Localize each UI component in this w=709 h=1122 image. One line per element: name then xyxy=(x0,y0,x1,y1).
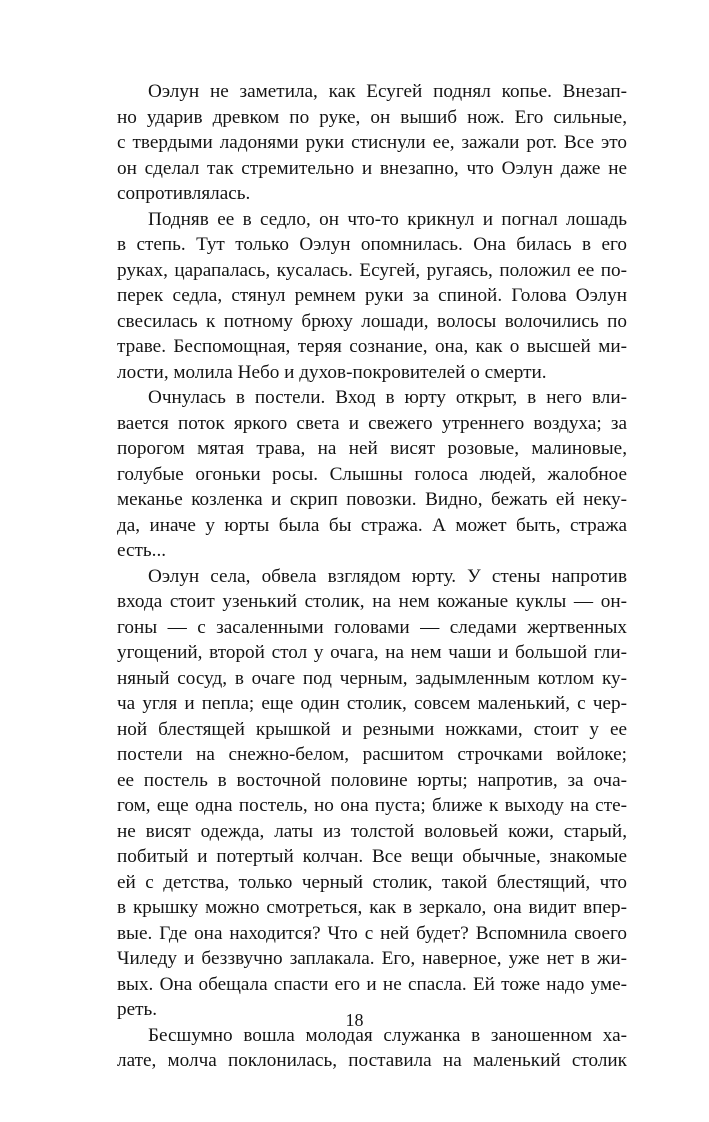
text-line: Чиледу и беззвучно заплакала. Его, наверное, уже нет в жи- xyxy=(117,948,627,969)
text-line: свесилась к потному брюху лошади, волосы волочились по xyxy=(117,310,627,332)
text-line: лости, молила Небо и духов-покровителей о смерти. xyxy=(117,361,547,383)
text-line: вые. Где она находится? Что с ней будет? Вспомнила своего xyxy=(117,922,627,944)
text-line: няный сосуд, в очаге под черным, задымленным котлом ку- xyxy=(117,667,627,689)
text-line: есть... xyxy=(117,540,167,561)
text-line: Оэлун не заметила, как Есугей поднял копье. Внезап- xyxy=(148,81,627,102)
text-line: голубые огоньки росы. Слышны голоса людей, жалобное xyxy=(117,463,627,485)
text-line: порогом мятая трава, на ней висят розовые, малиновые, xyxy=(117,438,627,459)
text-line: ее постель в восточной половине юрты; напротив, за оча- xyxy=(117,769,627,791)
text-line: входа стоит узенький столик, на нем кожаные куклы — он- xyxy=(117,591,627,612)
text-line: траве. Беспомощная, теряя сознание, она, как о высшей ми- xyxy=(117,336,627,357)
text-line: сопротивлялась. xyxy=(117,183,251,204)
text-line: в степь. Тут только Оэлун опомнилась. Она билась в его xyxy=(117,234,627,255)
text-line: Бесшумно вошла молодая служанка в заношенном ха- xyxy=(148,1024,627,1046)
text-line: реть. xyxy=(117,999,158,1020)
text-line: ей с детства, только черный столик, такой блестящий, что xyxy=(117,871,627,893)
text-line: в крышку можно смотреться, как в зеркало, она видит впер- xyxy=(117,897,627,918)
text-line: Очнулась в постели. Вход в юрту открыт, в него вли- xyxy=(148,387,627,408)
text-line: он сделал так стремительно и внезапно, что Оэлун даже не xyxy=(117,157,627,179)
body-text xyxy=(117,79,627,1074)
text-line: меканье козленка и скрип повозки. Видно, бежать ей неку- xyxy=(117,489,627,510)
text-line: угощений, второй стол у очага, на нем чаши и большой гли- xyxy=(117,642,627,663)
text-line: перек седла, стянул ремнем руки за спиной. Голова Оэлун xyxy=(117,285,627,306)
text-line: не висят одежда, латы из толстой воловьей кожи, старый, xyxy=(117,820,627,842)
text-line: ной блестящей крышкой и резными ножками, стоит у ее xyxy=(117,718,627,740)
text-line: гом, еще одна постель, но она пуста; ближе к выходу на сте- xyxy=(117,795,627,816)
text-line: гоны — с засаленными головами — следами жертвенных xyxy=(117,616,627,638)
text-line: ча угля и пепла; еще один столик, совсем маленький, с чер- xyxy=(117,693,627,714)
text-line: побитый и потертый колчан. Все вещи обычные, знакомые xyxy=(117,846,627,867)
text-line: Подняв ее в седло, он что-то крикнул и погнал лошадь xyxy=(148,208,627,230)
text-line: лате, молча поклонилась, поставила на маленький столик xyxy=(117,1050,627,1071)
text-line: вых. Она обещала спасти его и не спасла. Ей тоже надо уме- xyxy=(117,973,627,995)
text-line: руках, царапалась, кусалась. Есугей, ругаясь, положил ее по- xyxy=(117,259,627,281)
text-line: с твердыми ладонями руки стиснули ее, зажали рот. Все это xyxy=(117,132,627,153)
text-line: Оэлун села, обвела взглядом юрту. У стены напротив xyxy=(148,565,627,587)
text-line: да, иначе у юрты была бы стража. А может быть, стража xyxy=(117,514,627,536)
text-line: постели на снежно-белом, расшитом строчками войлоке; xyxy=(117,744,627,765)
text-line: но ударив древком по руке, он вышиб нож. Его сильные, xyxy=(117,106,627,128)
page-number: 18 xyxy=(345,1010,364,1030)
text-line: вается поток яркого света и свежего утреннего воздуха; за xyxy=(117,412,627,434)
